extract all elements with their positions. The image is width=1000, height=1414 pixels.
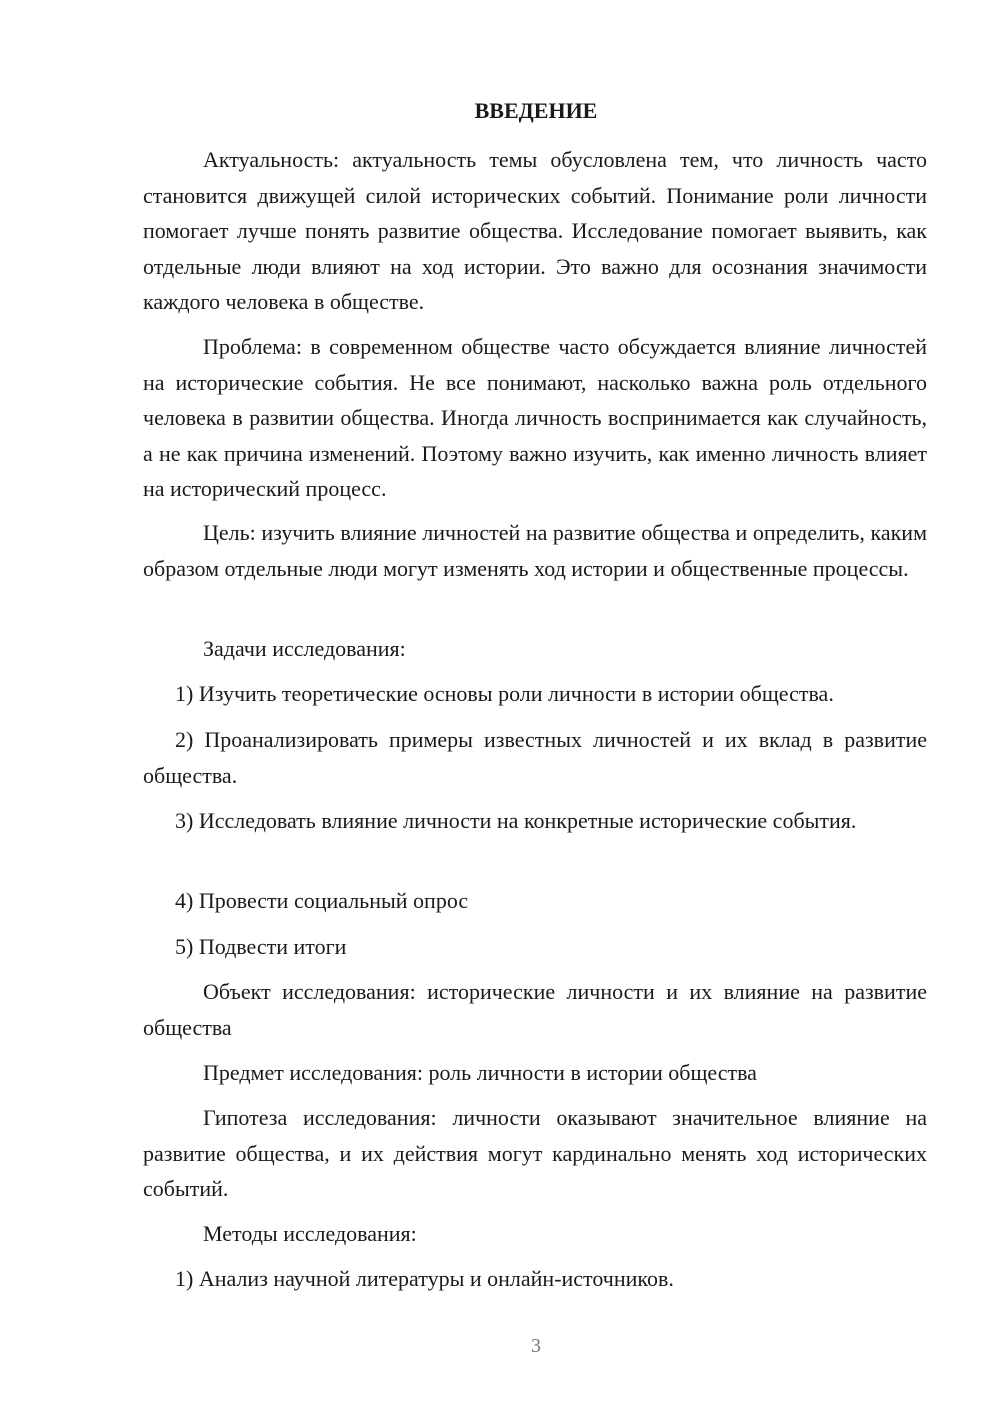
page-number: 3 xyxy=(531,1335,541,1357)
paragraph-goal: Цель: изучить влияние личностей на развитие общества и определить, каким образом отдельные люди могут изменять ход истории и общественные процессы. xyxy=(143,520,927,581)
paragraph-methods-title: Методы исследования: xyxy=(203,1221,417,1246)
list-item-method-1: 1) Анализ научной литературы и онлайн-источников. xyxy=(175,1266,674,1291)
list-item-task-5: 5) Подвести итоги xyxy=(175,934,347,959)
list-item-task-4: 4) Провести социальный опрос xyxy=(175,888,469,913)
list-item-task-1: 1) Изучить теоретические основы роли личности в истории общества. xyxy=(175,681,834,706)
list-item-task-3: 3) Исследовать влияние личности на конкретные исторические события. xyxy=(175,808,857,833)
paragraph-hypothesis: Гипотеза исследования: личности оказывают значительное влияние на развитие общества, и их действия могут кардинально менять ход исторических событий. xyxy=(143,1105,927,1201)
paragraph-object: Объект исследования: исторические личности и их влияние на развитие общества xyxy=(143,979,927,1040)
paragraph-problem: Проблема: в современном обществе часто обсуждается влияние личностей на исторические события. Не все понимают, насколько важна роль отдельного человека в развитии общества. Иногда личность воспринимается как случайность, а не как причина изменений. Поэтому важно изучить, как именно личность влияет на исторический процесс. xyxy=(143,334,927,501)
paragraph-subject: Предмет исследования: роль личности в истории общества xyxy=(203,1060,757,1085)
paragraph-tasks-title: Задачи исследования: xyxy=(203,636,406,661)
paragraph-relevance: Актуальность: актуальность темы обусловлена тем, что личность часто становится движущей силой исторических событий. Понимание роли личности помогает лучше понять развитие общества. Исследование помогает выявить, как отдельные люди влияют на ход истории. Это важно для осознания значимости каждого человека в обществе. xyxy=(143,147,927,314)
list-item-task-2: 2) Проанализировать примеры известных личностей и их вклад в развитие общества. xyxy=(143,727,927,788)
section-heading: ВВЕДЕНИЕ xyxy=(474,98,598,123)
